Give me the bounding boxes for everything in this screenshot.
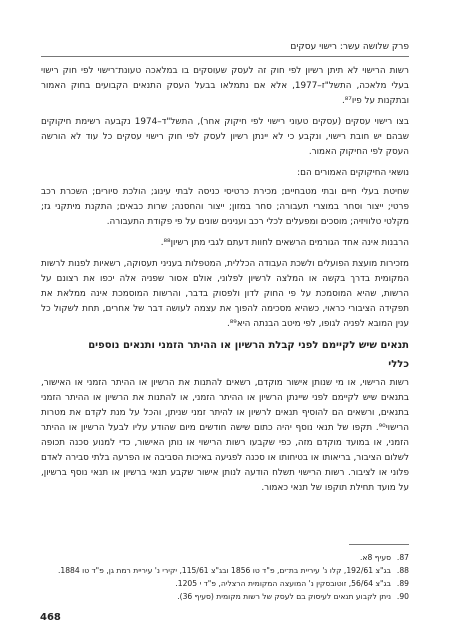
footnote-number: 87. — [396, 553, 409, 562]
footnote-text: ניתן לקבוע תנאים לעיסוק בם לעסק של רשות מקומית (סעיף 36). — [177, 592, 391, 601]
paragraph-other-enactment: בצו רישוי עסקים (עסקים טעוני רישוי לפי חיקוק אחר), התשל"ד–1974 נקבעה רשימת חיקוקים שבהם יש חובת רישוי, ונקבע כי לא יינתן רשיון לעסק לפי חוק רישוי עסקים כל עוד לא הורשה העסק לפי החיקוק האמור. — [41, 117, 409, 157]
paragraph-rabbinate: הרבנות אינה אחד הגורמים הרשאים לחוות דעתם לגבי מתן רשיון⁸⁸. — [160, 238, 409, 248]
footnote — [41, 564, 409, 577]
footnote — [41, 590, 409, 603]
footnote-text: בג"צ 192/61, קלו נ' עיריית בת־ים, פ"ד טו 1856 ובג"צ 115/61, יקירי נ' עיריית רמת גן, פ"ד טו 1884. — [57, 566, 391, 575]
footnote-rule — [349, 544, 409, 545]
paragraph-subjects-intro: נושאי החיקוקים האמורים הם: — [297, 168, 409, 178]
running-head-rule — [41, 56, 409, 57]
footnote-number: 90. — [396, 592, 409, 601]
running-head-title: פרק שלושה עשר: רישוי עסקים — [290, 42, 409, 52]
footnote-text: בג"צ 56/64, זוטובסקין נ' המועצה המקומית הרצליה, פ"ד י 1205. — [175, 579, 391, 588]
paragraph-workers-council: מזכירות מועצת הפועלים ולשכת העבודה הכללית, המטפלות בעניני תעסוקה, רשאיות לפנות לרשות המקומית בדרך בקשה או המלצה לרשיון לפלוני, אולם אסור שפניה אלה יכפו את רצונם על הרשות, שהיא המוסמכת על פי החוק לדון ולפסוק בדבר, והרשות המוסמכת אינה ממלאת את תפקידה הציבורי כראוי, כשהיא מסכימה להפוך את עצמה לעושה דבר של אחרים, תחת לשקול כל ענין המובא לפניה לגופו, לפי מיטב הבנתה היא⁸⁹. — [41, 259, 409, 329]
footnote — [41, 577, 409, 590]
subsection-heading: כללי — [388, 359, 409, 370]
footnote-number: 88. — [396, 566, 409, 575]
page-number: 468 — [40, 612, 61, 623]
running-head — [41, 42, 409, 57]
paragraph-licensed-trade: רשות הרישוי לא תיתן רשיון לפי חוק זה לעסק שעוסקים בו במלאכה טעונת־רישוי לפי חוק רישוי בעלי מלאכה, התשל"ז–1977, אלא אם נתמלאו בבעל העסק התנאים הקבועים בחוק האמור ובתקנות על פיו⁸⁷. — [41, 66, 409, 106]
footnote-number: 89. — [396, 579, 409, 588]
section-heading: תנאים שיש לקיימם לפני קבלת הרשיון או ההיתר הזמני ותנאים נוספים — [88, 340, 409, 351]
footnote-text: סעיף 8א. — [360, 553, 391, 562]
paragraph-general: רשות הרישוי, או מי שנותן אישור מוקדם, רשאים להתנות את הרשיון או ההיתר הזמני או האישור, בתנאים שיש לקיימם לפני שיינתן הרשיון או ההיתר הזמני, או להתנות את הרשיון או ההיתר הזמני בתנאים, ורשאים הם להוסיף תנאים לרשיון או להיתר זמני שניתן, והכל על מנת לקדם את מטרות הרישוי⁹⁰. תקפו של תנאי נוסף יהיה כתום שישה חודשים מיום שהודע עליו לבעל הרשיון או ההיתר הזמני, או במועד מוקדם מזה, כפי שקבעו רשות הרישוי או נותן האישור, כדי למנוע סכנה תכופה לשלום הציבור, בריאותו או בטיחותו או סכנה לפגיעה באיכות הסביבה או הפרעה בלתי סבירה לאדם פלוני או לציבור. רשות הרישוי תשלח הודעה לנותן אישור שקבע תנאי ברשיון או תנאי נוסף ברשיון, על מועד תחילת תוקפו של תנאי כאמור. — [41, 378, 409, 493]
body-text — [41, 64, 409, 502]
paragraph-subjects-list: שחיטת בעלי חיים ובתי מטבחיים; מכירת כרטיסי כניסה לבתי עינוג; הולכת סיורים; השכרת רכב פרטי; ייצור וסחר במוצרי תעבורה; סחר במזון; ייצור והחסנה; שרות כבאים; התקנת מיתקני גז; מקלטי טלוויזיה; מוסכים ומפעלים לכלי רכב וענינים שונים על פי פקודת התעבורה. — [41, 187, 409, 227]
footnote — [41, 551, 409, 564]
footnotes — [41, 544, 409, 603]
